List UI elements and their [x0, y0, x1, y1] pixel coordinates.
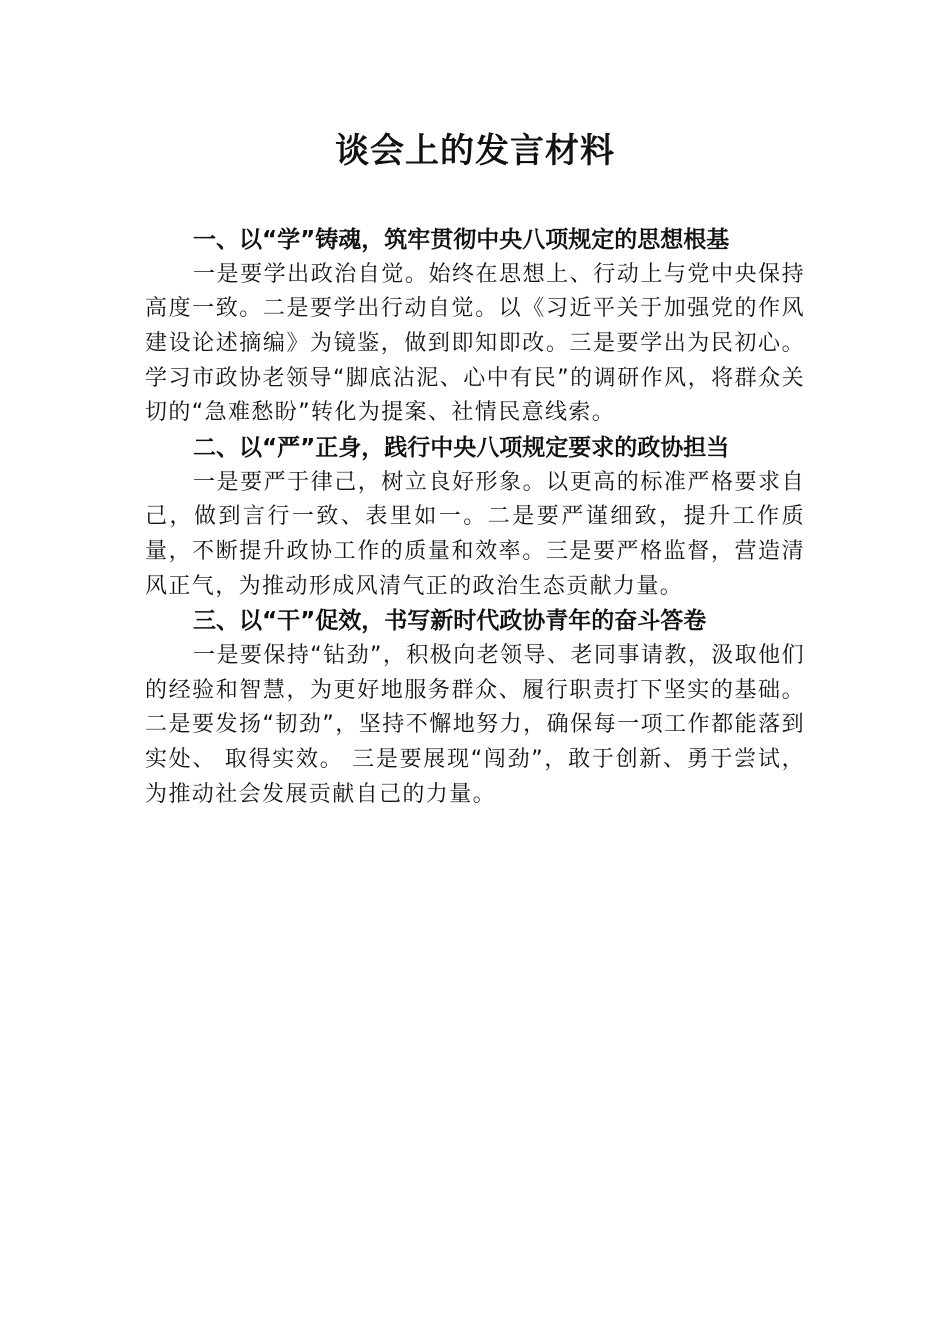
section-paragraph-2: 一是要严于律己，树立良好形象。以更高的标准严格要求自己，做到言行一致、表里如一。二是要严谨细致，提升工作质量，不断提升政协工作的质量和效率。三是要严格监督，营造清风正气，为推动形成风清气正的政治生态贡献力量。 [145, 469, 805, 599]
document-body [145, 223, 805, 812]
document-title: 谈会上的发言材料 [335, 131, 615, 171]
section-paragraph-3: 一是要保持“钻劲”，积极向老领导、老同事请教，汲取他们的经验和智慧，为更好地服务群众、履行职责打下坚实的基础。二是要发扬“韧劲”，坚持不懈地努力，确保每一项工作都能落到实处、 取得实效。 三是要展现“闯劲”，敢于创新、勇于尝试，为推动社会发展贡献自己的力量。 [145, 642, 805, 807]
section-heading-1: 一、以“学”铸魂，筑牢贯彻中央八项规定的思想根基 [193, 227, 730, 253]
section-heading-3: 三、以“干”促效，书写新时代政协青年的奋斗答卷 [193, 608, 707, 635]
section-heading-2: 二、以“严”正身，践行中央八项规定要求的政协担当 [193, 435, 730, 462]
section-paragraph-1: 一是要学出政治自觉。始终在思想上、行动上与党中央保持高度一致。二是要学出行动自觉。以《习近平关于加强党的作风建设论述摘编》为镜鉴，做到即知即改。三是要学出为民初心。学习市政协老领导“脚底沾泥、心中有民”的调研作风，将群众关切的“急难愁盼”转化为提案、社情民意线索。 [145, 261, 805, 426]
